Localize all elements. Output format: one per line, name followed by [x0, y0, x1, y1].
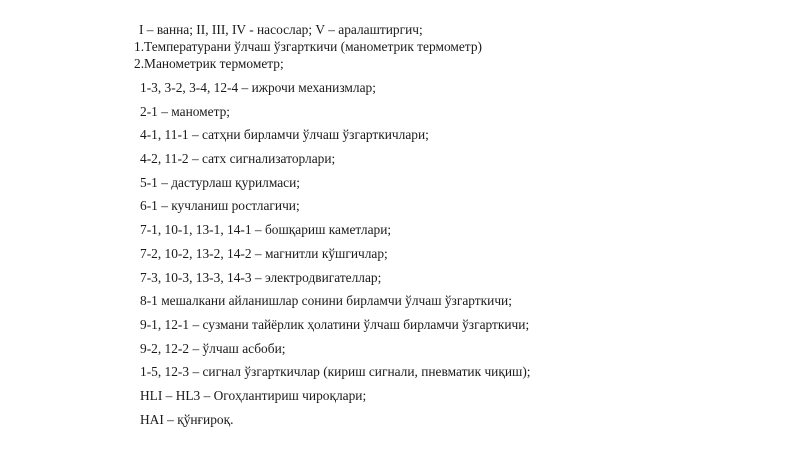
- legend-item: 4-1, 11-1 – сатҳни бирламчи ўлчаш ўзгарткичлари;: [140, 127, 429, 142]
- legend-item: 7-3, 10-3, 13-3, 14-3 – электродвигателлар;: [140, 270, 382, 285]
- legend-item: 9-2, 12-2 – ўлчаш асбоби;: [140, 341, 286, 356]
- legend-item: 2-1 – манометр;: [140, 104, 231, 119]
- header-line-equipment: I – ванна; II, III, IV - насослар; V – аралаштиргич;: [139, 22, 423, 37]
- legend-item: 8-1 мешалкани айланишлар сонини бирламчи ўлчаш ўзгарткичи;: [140, 293, 512, 308]
- legend-item: 7-2, 10-2, 13-2, 14-2 – магнитли кўшгичлар;: [140, 246, 388, 261]
- legend-item: HAI – қўнғироқ.: [140, 412, 234, 427]
- legend-item: 6-1 – кучланиш ростлагичи;: [140, 198, 300, 213]
- legend-item: 5-1 – дастурлаш қурилмаси;: [140, 175, 301, 190]
- legend-item: 1-5, 12-3 – сигнал ўзгарткичлар (кириш сигнали, пневматик чиқиш);: [140, 364, 531, 379]
- legend-item: 7-1, 10-1, 13-1, 14-1 – бошқариш каметлари;: [140, 222, 392, 237]
- legend-item: 4-2, 11-2 – сатх сигнализаторлари;: [140, 151, 336, 166]
- legend-item: HLI – HL3 – Огоҳлантириш чироқлари;: [140, 388, 367, 403]
- legend-item: 1-3, 3-2, 3-4, 12-4 – ижрочи механизмлар;: [140, 80, 376, 95]
- header-line-temperature-converter: 1.Температурани ўлчаш ўзгарткичи (манометрик термометр): [134, 39, 482, 54]
- header-line-manometric-thermometer: 2.Манометрик термометр;: [134, 56, 284, 71]
- legend-item: 9-1, 12-1 – сузмани тайёрлик ҳолатини ўлчаш бирламчи ўзгарткичи;: [140, 317, 530, 332]
